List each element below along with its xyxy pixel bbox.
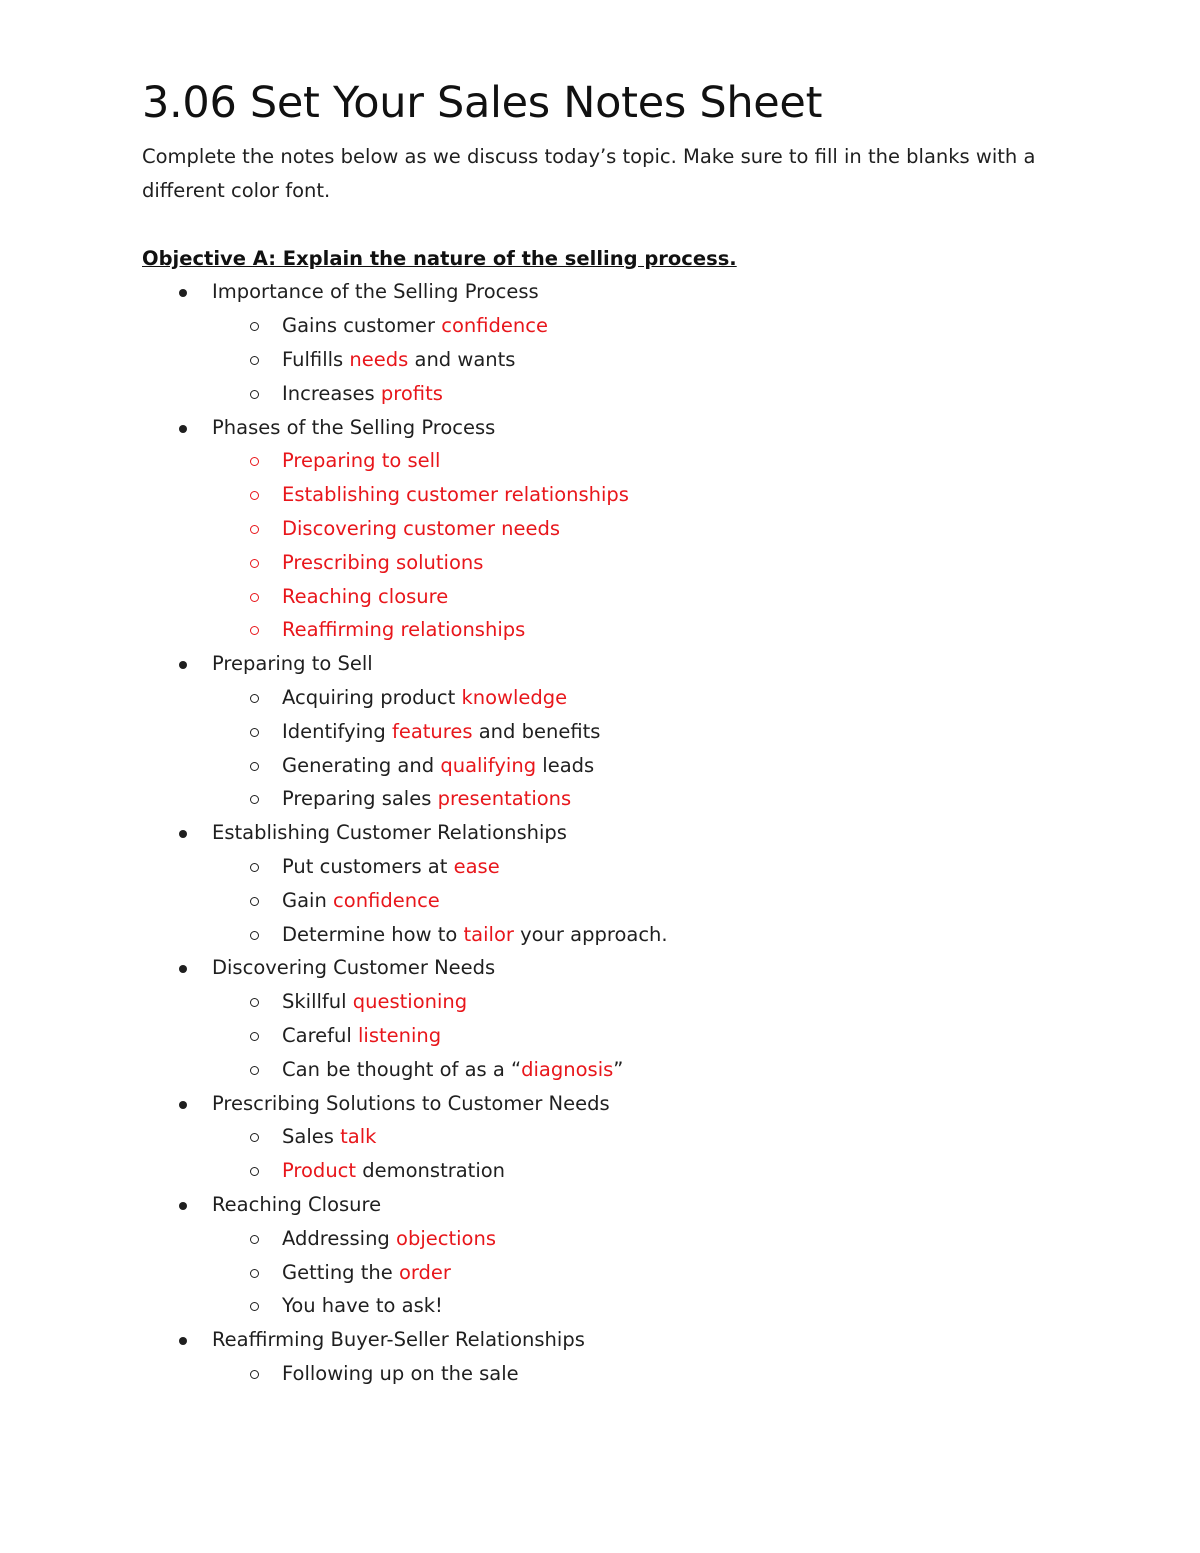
filled-blank: knowledge (461, 685, 568, 709)
filled-blank: Establishing customer relationships (282, 483, 629, 507)
bullet-circle-icon (250, 457, 259, 466)
item-text: Determine how to (282, 922, 464, 946)
section-heading: Reaching Closure (212, 1192, 382, 1216)
list-item (142, 377, 1042, 411)
list-item (142, 985, 1042, 1019)
filled-blank: Discovering customer needs (282, 516, 561, 540)
item-text: Skillful (282, 990, 353, 1014)
filled-blank: tailor (463, 922, 514, 946)
outline-section (142, 1087, 1042, 1188)
bullet-circle-icon (250, 356, 259, 365)
bullet-circle-icon (250, 728, 259, 737)
list-item (142, 343, 1042, 377)
list-item (142, 918, 1042, 952)
outline-section (142, 411, 1042, 648)
item-text: Addressing (282, 1226, 397, 1250)
filled-blank: Preparing to sell (282, 449, 441, 473)
section-heading: Phases of the Selling Process (212, 415, 496, 439)
list-item (142, 478, 1042, 512)
filled-blank: diagnosis (521, 1057, 614, 1081)
bullet-circle-icon (250, 694, 259, 703)
bullet-circle-icon (250, 1032, 259, 1041)
bullet-disc-icon (179, 965, 187, 973)
item-text: Identifying (282, 719, 392, 743)
item-text: your approach. (513, 922, 668, 946)
section-heading: Importance of the Selling Process (212, 280, 539, 304)
bullet-circle-icon (250, 491, 259, 500)
item-text: Fulfills (282, 347, 350, 371)
list-item (142, 1120, 1042, 1154)
list-item (142, 1222, 1042, 1256)
filled-blank: presentations (437, 787, 572, 811)
bullet-disc-icon (179, 661, 187, 669)
bullet-circle-icon (250, 931, 259, 940)
list-item (142, 1019, 1042, 1053)
objective-heading: Objective A: Explain the nature of the selling process. (142, 246, 737, 270)
bullet-disc-icon (179, 830, 187, 838)
section-heading: Establishing Customer Relationships (212, 821, 567, 845)
bullet-circle-icon (250, 1066, 259, 1075)
bullet-circle-icon (250, 1370, 259, 1379)
filled-blank: Reaffirming relationships (282, 618, 526, 642)
list-item (142, 1256, 1042, 1290)
bullet-circle-icon (250, 593, 259, 602)
section-heading: Reaffirming Buyer-Seller Relationships (212, 1328, 585, 1352)
list-item (142, 715, 1042, 749)
filled-blank: talk (340, 1125, 377, 1149)
list-item (142, 850, 1042, 884)
item-text: Gains customer (282, 314, 442, 338)
filled-blank: confidence (441, 314, 548, 338)
sub-list (212, 444, 1042, 647)
bullet-circle-icon (250, 1269, 259, 1278)
bullet-circle-icon (250, 1133, 259, 1142)
list-item (142, 1053, 1042, 1087)
bullet-disc-icon (179, 1101, 187, 1109)
filled-blank: Product (282, 1159, 357, 1183)
item-text: Sales (282, 1125, 341, 1149)
filled-blank: Reaching closure (282, 584, 449, 608)
sub-list (212, 1357, 1042, 1391)
outline-section (142, 1188, 1042, 1323)
document-page (142, 74, 1042, 1391)
item-text: Put customers at (282, 854, 454, 878)
filled-blank: profits (380, 381, 443, 405)
outline-section (142, 647, 1042, 816)
bullet-circle-icon (250, 998, 259, 1007)
filled-blank: needs (349, 347, 409, 371)
list-item (142, 613, 1042, 647)
list-item (142, 884, 1042, 918)
filled-blank: confidence (333, 888, 440, 912)
list-item (142, 309, 1042, 343)
outline-section (142, 275, 1042, 410)
bullet-circle-icon (250, 626, 259, 635)
outline-section (142, 951, 1042, 1086)
item-text: Generating and (282, 753, 441, 777)
list-item (142, 782, 1042, 816)
list-item (142, 512, 1042, 546)
item-text: Getting the (282, 1260, 399, 1284)
item-text: Preparing sales (282, 787, 438, 811)
filled-blank: objections (396, 1226, 496, 1250)
section-heading: Preparing to Sell (212, 652, 373, 676)
filled-blank: listening (358, 1023, 442, 1047)
bullet-circle-icon (250, 863, 259, 872)
filled-blank: ease (453, 854, 500, 878)
bullet-disc-icon (179, 1337, 187, 1345)
item-text: Can be thought of as a “ (282, 1057, 522, 1081)
filled-blank: qualifying (440, 753, 537, 777)
list-item (142, 1357, 1042, 1391)
sub-list (212, 309, 1042, 410)
filled-blank: order (398, 1260, 451, 1284)
bullet-circle-icon (250, 390, 259, 399)
sub-list (212, 850, 1042, 951)
list-item (142, 681, 1042, 715)
outline-section (142, 1323, 1042, 1391)
bullet-circle-icon (250, 1235, 259, 1244)
item-text: and benefits (472, 719, 601, 743)
section-heading: Discovering Customer Needs (212, 956, 496, 980)
item-text: Gain (282, 888, 334, 912)
bullet-circle-icon (250, 762, 259, 771)
list-item (142, 1154, 1042, 1188)
item-text: You have to ask! (282, 1294, 443, 1318)
bullet-circle-icon (250, 1302, 259, 1311)
filled-blank: features (391, 719, 473, 743)
bullet-circle-icon (250, 559, 259, 568)
intro-text: Complete the notes below as we discuss today’s topic. Make sure to fill in the blanks with a different color font. (142, 145, 1036, 202)
item-text: leads (536, 753, 595, 777)
bullet-disc-icon (179, 425, 187, 433)
bullet-circle-icon (250, 525, 259, 534)
list-item (142, 1289, 1042, 1323)
page-title: 3.06 Set Your Sales Notes Sheet (142, 78, 823, 128)
list-item (142, 546, 1042, 580)
section-heading: Prescribing Solutions to Customer Needs (212, 1091, 610, 1115)
sub-list (212, 985, 1042, 1086)
item-text: demonstration (356, 1159, 506, 1183)
item-text: and wants (408, 347, 516, 371)
bullet-disc-icon (179, 1202, 187, 1210)
item-text: ” (613, 1057, 624, 1081)
sub-list (212, 681, 1042, 816)
item-text: Acquiring product (282, 685, 462, 709)
bullet-disc-icon (179, 289, 187, 297)
list-item (142, 749, 1042, 783)
bullet-circle-icon (250, 1167, 259, 1176)
list-item (142, 444, 1042, 478)
item-text: Following up on the sale (282, 1361, 519, 1385)
outline-section (142, 816, 1042, 951)
bullet-circle-icon (250, 795, 259, 804)
filled-blank: questioning (352, 990, 468, 1014)
bullet-circle-icon (250, 897, 259, 906)
list-item (142, 580, 1042, 614)
filled-blank: Prescribing solutions (282, 550, 484, 574)
item-text: Careful (282, 1023, 358, 1047)
sub-list (212, 1222, 1042, 1323)
notes-outline (142, 275, 1042, 1390)
item-text: Increases (282, 381, 381, 405)
sub-list (212, 1120, 1042, 1188)
bullet-circle-icon (250, 322, 259, 331)
